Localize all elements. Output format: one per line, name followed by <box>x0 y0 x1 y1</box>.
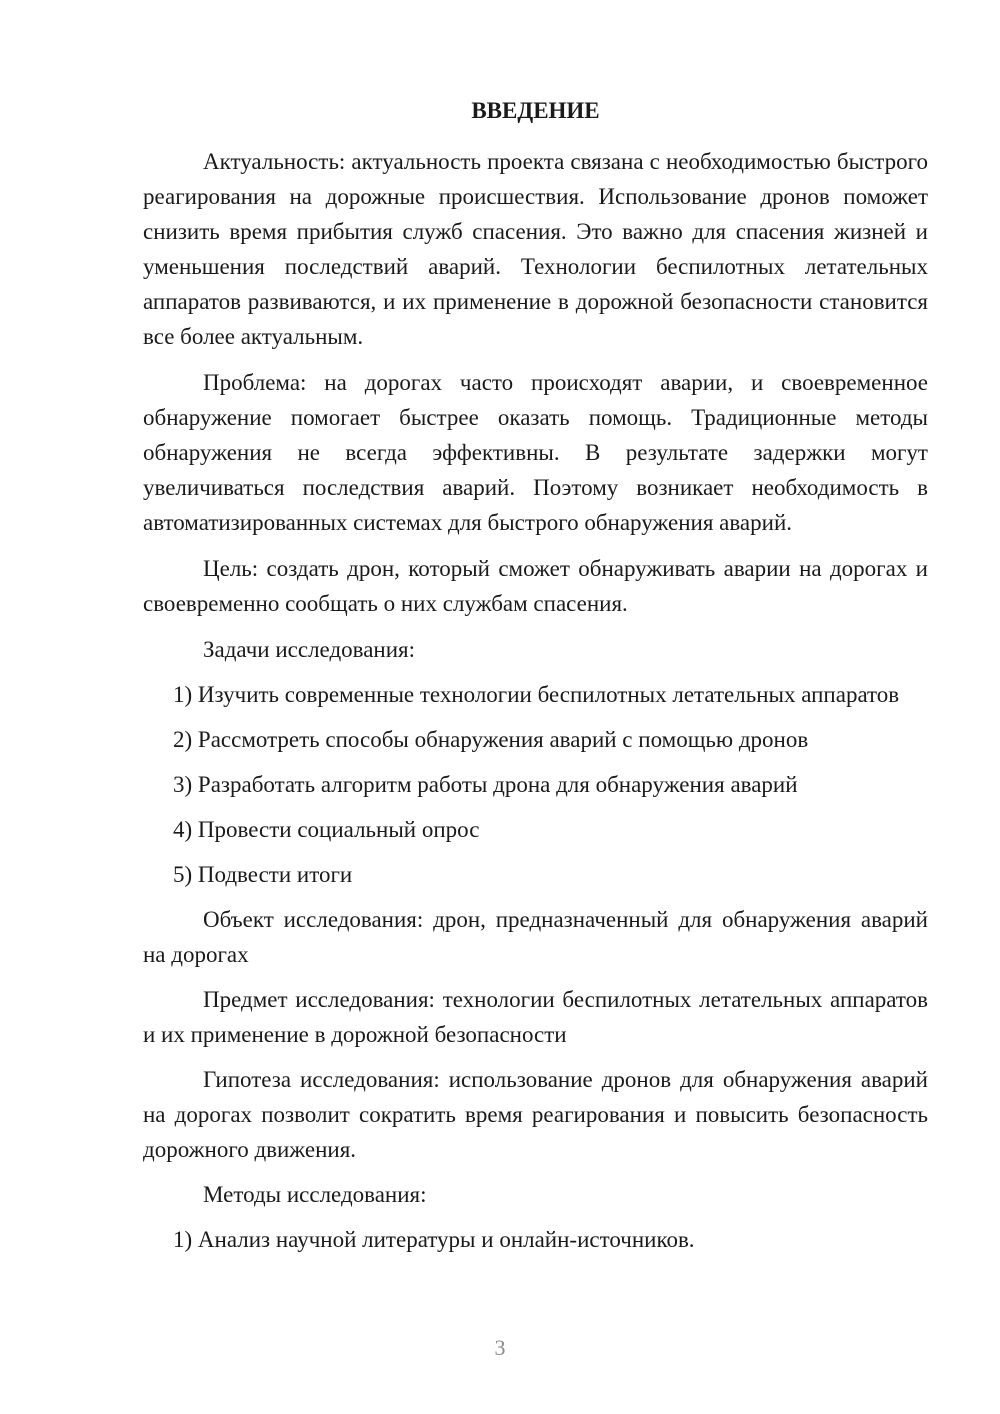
method-item-1: 1) Анализ научной литературы и онлайн-источников. <box>173 1227 695 1252</box>
paragraph-subject: Предмет исследования: технологии беспилотных летательных аппаратов и их применение в дорожной безопасности <box>143 987 928 1047</box>
paragraph-problem: Проблема: на дорогах часто происходят аварии, и своевременное обнаружение помогает быстрее оказать помощь. Традиционные методы обнаружения не всегда эффективны. В результате задержки могут увеличиваться последствия аварий. Поэтому возникает необходимость в автоматизированных системах для быстрого обнаружения аварий. <box>143 370 928 535</box>
paragraph-goal: Цель: создать дрон, который сможет обнаруживать аварии на дорогах и своевременно сообщать о них службам спасения. <box>143 556 928 616</box>
task-item-1: 1) Изучить современные технологии беспилотных летательных аппаратов <box>173 682 900 707</box>
task-item-3: 3) Разработать алгоритм работы дрона для обнаружения аварий <box>173 772 798 797</box>
task-item-5: 5) Подвести итоги <box>173 862 353 887</box>
paragraph-hypothesis: Гипотеза исследования: использование дронов для обнаружения аварий на дорогах позволит сократить время реагирования и повысить безопасность дорожного движения. <box>143 1067 928 1162</box>
page-number: 3 <box>494 1335 506 1360</box>
task-item-4: 4) Провести социальный опрос <box>173 817 480 842</box>
paragraph-object: Объект исследования: дрон, предназначенный для обнаружения аварий на дорогах <box>143 907 928 967</box>
paragraph-relevance: Актуальность: актуальность проекта связана с необходимостью быстрого реагирования на дорожные происшествия. Использование дронов поможет снизить время прибытия служб спасения. Это важно для спасения жизней и уменьшения последствий аварий. Технологии беспилотных летательных аппаратов развиваются, и их применение в дорожной безопасности становится все более актуальным. <box>143 149 928 349</box>
document-body <box>143 96 928 1257</box>
methods-heading: Методы исследования: <box>203 1182 427 1207</box>
task-item-2: 2) Рассмотреть способы обнаружения аварий с помощью дронов <box>173 727 809 752</box>
section-title: ВВЕДЕНИЕ <box>471 98 600 123</box>
tasks-heading: Задачи исследования: <box>203 637 416 662</box>
